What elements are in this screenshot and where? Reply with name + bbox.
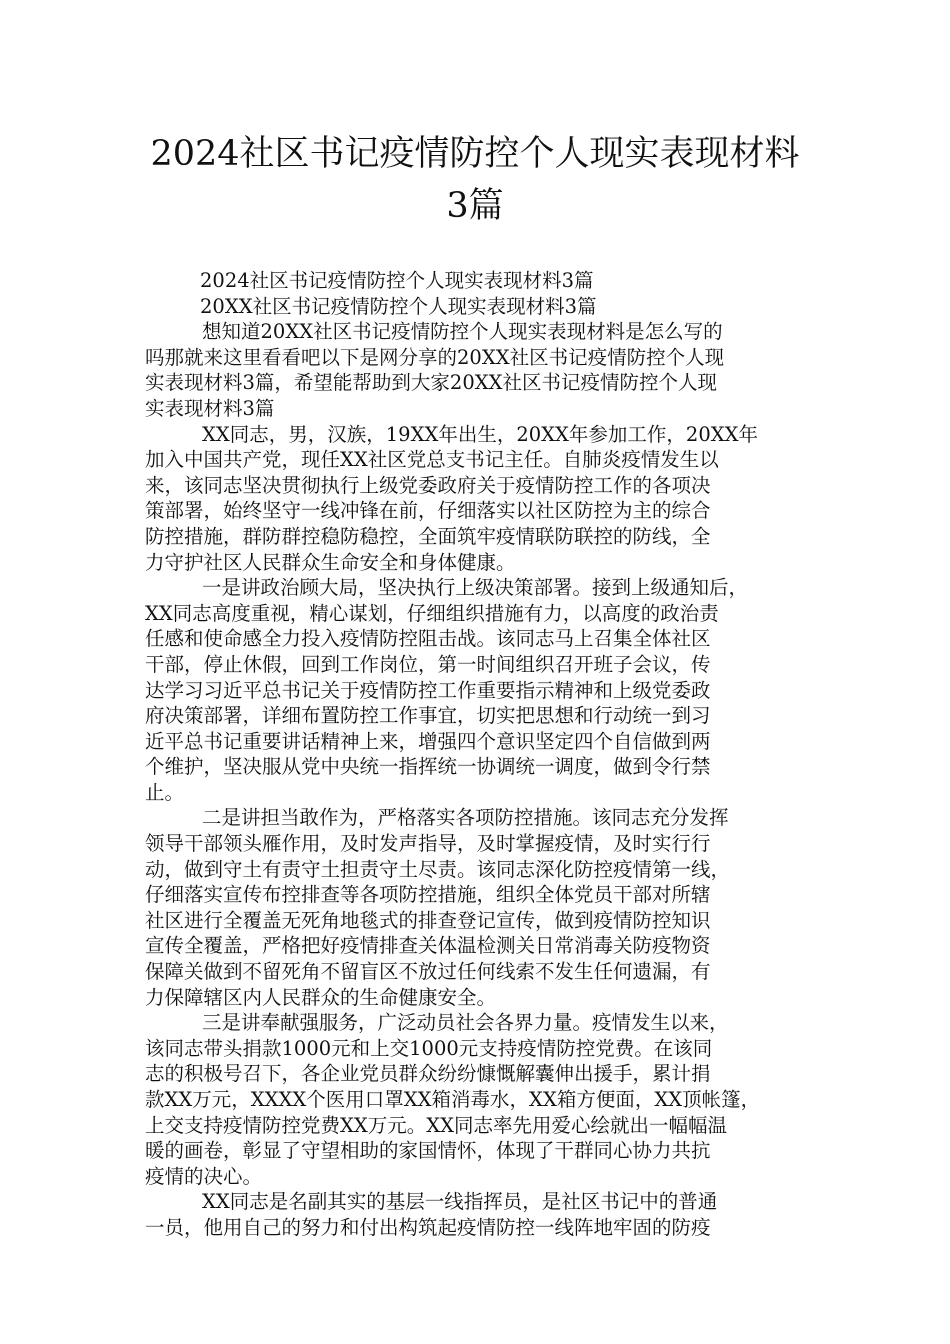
text-line: 宣传全覆盖，严格把好疫情排查关体温检测关日常消毒关防疫物资 xyxy=(145,934,711,958)
text-line: 款XX万元，XXXX个医用口罩XX箱消毒水，XX箱方便面，XX顶帐篷， xyxy=(145,1088,761,1111)
text-line: 社区进行全覆盖无死角地毯式的排查登记宣传，做到疫情防控知识 xyxy=(145,908,711,932)
text-line: 力保障辖区内人民群众的生命健康安全。 xyxy=(145,985,497,1009)
intro-paragraph xyxy=(145,319,815,421)
title-line: 3篇 xyxy=(446,186,504,226)
text-line: 防控措施，群防群控稳防稳控，全面筑牢疫情联防联控的防线，全 xyxy=(145,524,711,548)
text-line: 该同志带头捐款1000元和上交1000元支持疫情防控党费。在该同 xyxy=(145,1036,713,1060)
title-line: 2024社区书记疫情防控个人现实表现材料 xyxy=(150,134,800,174)
text-line: 府决策部署，详细布置防控工作事宜，切实把思想和行动统一到习 xyxy=(145,704,711,728)
subtitle-line: 2024社区书记疫情防控个人现实表现材料3篇 xyxy=(200,269,594,292)
text-line: 上交支持疫情防控党费XX万元。XX同志率先用爱心绘就出一幅幅温 xyxy=(145,1113,728,1137)
text-line: 志的积极号召下，各企业党员群众纷纷慷慨解囊伸出援手，累计捐 xyxy=(145,1062,711,1086)
text-line: 加入中国共产党，现任XX社区党总支书记主任。自肺炎疫情发生以 xyxy=(145,448,719,472)
text-line: 一员，他用自己的努力和付出构筑起疫情防控一线阵地牢固的防疫 xyxy=(145,1215,711,1239)
point-one-paragraph xyxy=(145,575,815,805)
text-line: 三是讲奉献强服务，广泛动员社会各界力量。疫情发生以来， xyxy=(202,1011,729,1035)
text-line: 任感和使命感全力投入疫情防控阻击战。该同志马上召集全体社区 xyxy=(145,627,711,651)
text-line: XX同志高度重视，精心谋划，仔细组织措施有力，以高度的政治责 xyxy=(145,601,719,625)
text-line: XX同志，男，汉族，19XX年出生，20XX年参加工作，20XX年 xyxy=(202,422,758,446)
text-line: 吗那就来这里看看吧以下是网分享的20XX社区书记疫情防控个人现 xyxy=(145,345,725,369)
point-two-paragraph xyxy=(145,805,815,1010)
closing-paragraph xyxy=(145,1189,815,1240)
text-line: 暖的画卷，彰显了守望相助的家国情怀，体现了干群同心协力共抗 xyxy=(145,1139,711,1163)
text-line: 仔细落实宣传布控排查等各项防控措施，组织全体党员干部对所辖 xyxy=(145,883,711,907)
text-line: 实表现材料3篇，希望能帮助到大家20XX社区书记疫情防控个人现 xyxy=(145,371,717,395)
text-line: 动，做到守土有责守土担责守土尽责。该同志深化防控疫情第一线， xyxy=(145,857,731,881)
text-line: 力守护社区人民群众生命安全和身体健康。 xyxy=(145,550,516,574)
text-line: 领导干部领头雁作用，及时发声指导，及时掌握疫情，及时实行行 xyxy=(145,832,711,856)
text-line: 实表现材料3篇 xyxy=(145,396,275,420)
text-line: 一是讲政治顾大局，坚决执行上级决策部署。接到上级通知后， xyxy=(202,576,749,600)
text-line: 疫情的决心。 xyxy=(145,1164,263,1188)
text-line: 保障关做到不留死角不留盲区不放过任何线索不发生任何遗漏，有 xyxy=(145,960,711,984)
point-three-paragraph xyxy=(145,1010,815,1189)
subtitle-line: 20XX社区书记疫情防控个人现实表现材料3篇 xyxy=(200,294,597,318)
profile-paragraph xyxy=(145,422,815,576)
document-body xyxy=(145,268,815,1241)
text-line: 策部署，始终坚守一线冲锋在前，仔细落实以社区防控为主的综合 xyxy=(145,499,711,523)
text-line: 止。 xyxy=(145,780,185,804)
text-line: 二是讲担当敢作为，严格落实各项防控措施。该同志充分发挥 xyxy=(202,806,729,830)
text-line: 干部，停止休假，回到工作岗位，第一时间组织召开班子会议，传 xyxy=(145,652,711,676)
text-line: 达学习习近平总书记关于疫情防控工作重要指示精神和上级党委政 xyxy=(145,678,711,702)
text-line: 近平总书记重要讲话精神上来，增强四个意识坚定四个自信做到两 xyxy=(145,729,711,753)
text-line: 来，该同志坚决贯彻执行上级党委政府关于疫情防控工作的各项决 xyxy=(145,473,711,497)
text-line: 想知道20XX社区书记疫情防控个人现实表现材料是怎么写的 xyxy=(202,320,723,344)
text-line: XX同志是名副其实的基层一线指挥员，是社区书记中的普通 xyxy=(202,1190,718,1214)
document-title xyxy=(130,128,820,232)
text-line: 个维护，坚决服从党中央统一指挥统一协调统一调度，做到令行禁 xyxy=(145,755,711,779)
